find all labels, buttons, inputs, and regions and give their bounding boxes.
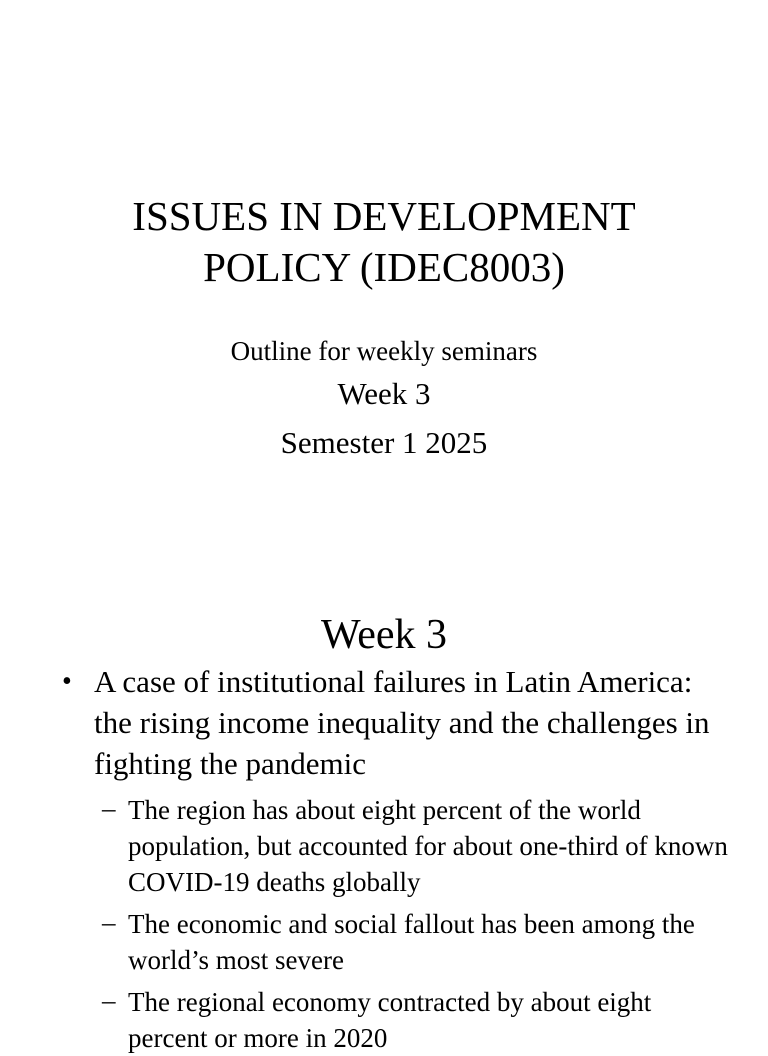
course-title [40, 191, 728, 293]
sub-bullet-text: The regional economy contracted by about eight percent or more in 2020 [128, 987, 652, 1053]
week-slide [0, 576, 768, 1053]
subtitle-text: Outline for weekly seminars [230, 336, 538, 366]
sub-bullet-text: The economic and social fallout has been among the world’s most severe [128, 909, 695, 975]
course-title-line1: ISSUES IN DEVELOPMENT [132, 193, 636, 239]
sub-bullet-marker: – [102, 907, 116, 937]
sub-bullet-marker: – [102, 793, 116, 823]
sub-bullet-text: The region has about eight percent of the world population, but accounted for about one-third of known COVID-19 deaths globally [128, 795, 728, 897]
course-title-line2: POLICY (IDEC8003) [203, 244, 565, 290]
main-bullet-text: A case of institutional failures in Latin America: the rising income inequality and the challenges in fighting the pandemic [94, 664, 710, 781]
slide-body [0, 661, 768, 1056]
sub-bullet [0, 984, 768, 1056]
sub-bullet [0, 906, 768, 978]
sub-bullet [0, 792, 768, 900]
bullet-marker: • [62, 666, 72, 697]
slide-title: Week 3 [320, 612, 448, 658]
week-label: Week 3 [337, 376, 431, 411]
subtitle-block [40, 334, 728, 463]
main-bullet [0, 661, 768, 784]
semester-label: Semester 1 2025 [280, 425, 488, 460]
sub-bullet-marker: – [102, 985, 116, 1015]
